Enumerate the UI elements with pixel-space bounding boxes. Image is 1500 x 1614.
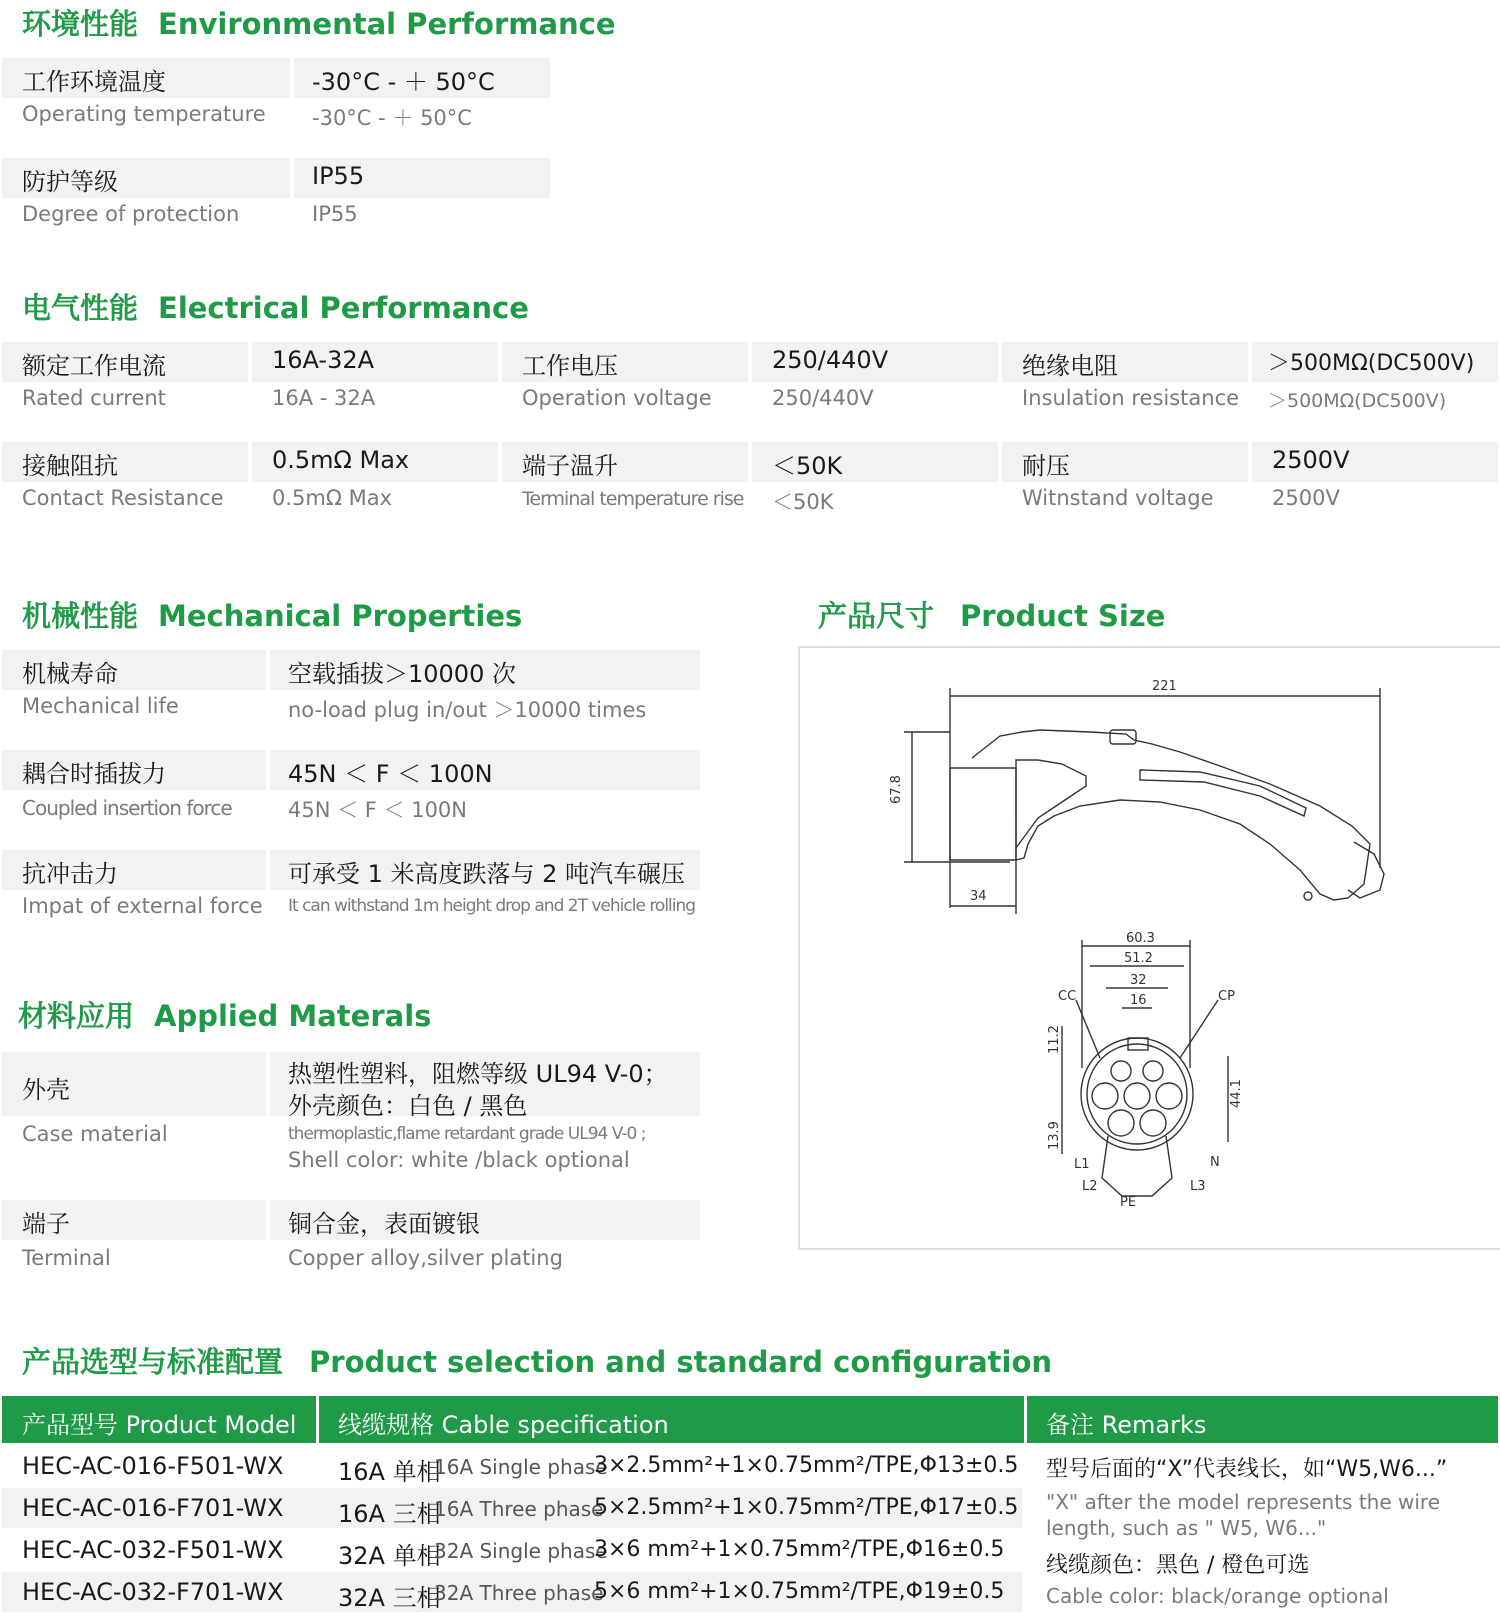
separator xyxy=(248,342,252,382)
col-remarks: 备注 Remarks xyxy=(1046,1411,1207,1439)
phase-en-cell: 16A Single phase xyxy=(434,1455,608,1479)
elec-value-en: ＜50K xyxy=(772,490,834,514)
connector-nose xyxy=(950,768,1016,860)
phase-zh-cell: 32A 单相 xyxy=(338,1542,441,1570)
pin-label-cc: CC xyxy=(1058,989,1077,1004)
sel-heading xyxy=(22,1340,1052,1381)
separator xyxy=(748,442,752,482)
pin-cc xyxy=(1111,1061,1131,1081)
pin-l2 xyxy=(1108,1110,1134,1136)
dim-w4-label: 16 xyxy=(1130,993,1147,1008)
elec-label-en: Terminal temperature rise xyxy=(522,488,744,510)
pin-l1 xyxy=(1092,1083,1118,1109)
socket-outer xyxy=(1081,1038,1193,1150)
phase-en-cell: 16A Three phase xyxy=(434,1497,604,1521)
mech-heading-en: Mechanical Properties xyxy=(158,599,523,633)
model-cell: HEC-AC-016-F501-WX xyxy=(22,1452,284,1480)
phase-en-cell: 32A Single phase xyxy=(434,1539,608,1563)
product-drawing xyxy=(798,646,1500,1250)
spec-cell: 5×2.5mm²+1×0.75mm²/TPE,Φ17±0.5 xyxy=(594,1495,1019,1520)
product-drawing-svg xyxy=(800,648,1500,1248)
table-row xyxy=(2,1572,1022,1612)
spec-cell: 3×2.5mm²+1×0.75mm²/TPE,Φ13±0.5 xyxy=(594,1453,1019,1478)
mech-value-en: 45N ＜ F ＜ 100N xyxy=(288,798,468,822)
separator xyxy=(248,442,252,482)
mech-label-zh: 抗冲击力 xyxy=(22,860,118,888)
mat-heading-zh: 材料应用 xyxy=(18,999,135,1033)
phase-en-cell: 32A Three phase xyxy=(434,1581,604,1605)
mech-label-en: Mechanical life xyxy=(22,694,179,718)
separator xyxy=(290,58,294,98)
elec-value-zh: 2500V xyxy=(1272,446,1350,474)
separator xyxy=(498,342,502,382)
remarks-en-1a: "X" after the model represents the wire xyxy=(1046,1490,1441,1514)
pin-label-pe: PE xyxy=(1120,1195,1137,1210)
spec-cell: 3×6 mm²+1×0.75mm²/TPE,Φ16±0.5 xyxy=(594,1537,1005,1562)
pin-label-cp: CP xyxy=(1218,989,1235,1004)
dim-v1-label: 11.2 xyxy=(1047,1025,1062,1054)
elec-label-zh: 端子温升 xyxy=(522,452,618,480)
elec-value-en: 0.5mΩ Max xyxy=(272,486,392,510)
mech-value-zh: 可承受 1 米高度跌落与 2 吨汽车碾压 xyxy=(288,860,686,888)
separator xyxy=(266,750,270,790)
sel-heading-zh: 产品选型与标准配置 xyxy=(22,1345,284,1379)
socket-inner xyxy=(1087,1044,1187,1144)
env-value-en: -30°C - ＋ 50°C xyxy=(312,106,472,130)
separator xyxy=(1248,442,1252,482)
env-label-zh: 防护等级 xyxy=(22,168,118,196)
pin-label-l1: L1 xyxy=(1074,1157,1090,1172)
pin-label-n: N xyxy=(1210,1155,1220,1170)
connector-grip-slot xyxy=(1140,770,1306,816)
elec-value-en: ＞500MΩ(DC500V) xyxy=(1268,390,1447,412)
mat-value-zh: 铜合金，表面镀银 xyxy=(288,1210,480,1238)
size-heading-en: Product Size xyxy=(960,599,1166,633)
dim-v3-label: 44.1 xyxy=(1229,1079,1244,1108)
phase-zh-cell: 16A 三相 xyxy=(338,1500,441,1528)
latch-ring xyxy=(1304,892,1312,900)
model-cell: HEC-AC-032-F701-WX xyxy=(22,1578,284,1606)
spec-cell: 5×6 mm²+1×0.75mm²/TPE,Φ19±0.5 xyxy=(594,1579,1005,1604)
separator xyxy=(266,1052,270,1116)
size-heading xyxy=(818,594,1165,635)
mat-label-zh: 端子 xyxy=(22,1210,70,1238)
release-button xyxy=(1110,730,1136,744)
table-row xyxy=(2,1530,1022,1570)
elec-label-en: Operation voltage xyxy=(522,386,712,410)
mat-value-en: Copper alloy,silver plating xyxy=(288,1246,563,1270)
separator xyxy=(266,650,270,690)
separator xyxy=(498,442,502,482)
elec-label-zh: 绝缘电阻 xyxy=(1022,352,1118,380)
mat-heading-en: Applied Materals xyxy=(154,999,432,1033)
pin-l3 xyxy=(1140,1110,1166,1136)
elec-value-zh: ＞500MΩ(DC500V) xyxy=(1268,351,1475,376)
elec-label-en: Contact Resistance xyxy=(22,486,224,510)
phase-zh-cell: 32A 三相 xyxy=(338,1584,441,1612)
phase-zh-cell: 16A 单相 xyxy=(338,1458,441,1486)
connector-handle xyxy=(972,730,1370,900)
mech-label-en: Coupled insertion force xyxy=(22,796,232,820)
mat-value-zh: 热塑性塑料，阻燃等级 UL94 V-0； xyxy=(288,1060,668,1088)
dim-length-label: 221 xyxy=(1152,679,1177,694)
separator xyxy=(290,158,294,198)
pin-pe xyxy=(1124,1083,1150,1109)
remarks-zh-1: 型号后面的“X”代表线长，如“W5,W6...” xyxy=(1046,1457,1448,1482)
elec-label-zh: 耐压 xyxy=(1022,452,1070,480)
elec-label-zh: 接触阻抗 xyxy=(22,452,118,480)
elec-value-en: 250/440V xyxy=(772,386,874,410)
mat-value-en: Shell color: white /black optional xyxy=(288,1148,630,1172)
mech-label-zh: 机械寿命 xyxy=(22,660,118,688)
elec-value-zh: 16A-32A xyxy=(272,346,375,374)
elec-value-zh: 0.5mΩ Max xyxy=(272,446,410,474)
separator xyxy=(1248,342,1252,382)
remarks-en-2: Cable color: black/orange optional xyxy=(1046,1584,1389,1608)
env-label-en: Operating temperature xyxy=(22,102,266,126)
mat-heading xyxy=(18,994,431,1035)
table-row xyxy=(2,1446,1022,1486)
sel-heading-en: Product selection and standard configuration xyxy=(309,1345,1053,1379)
size-heading-zh: 产品尺寸 xyxy=(818,599,935,633)
env-value-zh: -30°C - ＋ 50°C xyxy=(312,68,495,96)
env-heading xyxy=(22,2,616,43)
mat-label-zh: 外壳 xyxy=(22,1076,70,1104)
elec-heading-zh: 电气性能 xyxy=(22,291,139,325)
elec-label-en: Rated current xyxy=(22,386,166,410)
separator xyxy=(998,442,1002,482)
dim-v2-label: 13.9 xyxy=(1047,1121,1062,1150)
separator xyxy=(266,850,270,890)
col-cable: 线缆规格 Cable specification xyxy=(338,1411,669,1439)
separator xyxy=(998,342,1002,382)
model-cell: HEC-AC-032-F501-WX xyxy=(22,1536,284,1564)
mech-value-zh: 空载插拔＞10000 次 xyxy=(288,660,516,688)
pin-label-l2: L2 xyxy=(1082,1179,1098,1194)
model-cell: HEC-AC-016-F701-WX xyxy=(22,1494,284,1522)
elec-label-en: Insulation resistance xyxy=(1022,386,1240,410)
elec-heading xyxy=(22,286,529,327)
env-label-zh: 工作环境温度 xyxy=(22,68,166,96)
dim-height-label: 67.8 xyxy=(889,775,904,804)
elec-value-en: 16A - 32A xyxy=(272,386,376,410)
elec-heading-en: Electrical Performance xyxy=(158,291,529,325)
mat-value-en: thermoplastic,flame retardant grade UL94 V-0 ; xyxy=(288,1124,646,1144)
mat-label-en: Case material xyxy=(22,1122,168,1146)
env-value-en: IP55 xyxy=(312,202,358,226)
dim-w1-label: 60.3 xyxy=(1126,931,1155,946)
mech-value-en: It can withstand 1m height drop and 2T vehicle rolling xyxy=(288,896,696,916)
pin-n xyxy=(1156,1083,1182,1109)
mech-heading-zh: 机械性能 xyxy=(22,599,139,633)
env-heading-en: Environmental Performance xyxy=(158,7,616,41)
dim-w2-label: 51.2 xyxy=(1124,951,1153,966)
mat-label-en: Terminal xyxy=(22,1246,111,1270)
mech-label-zh: 耦合时插拔力 xyxy=(22,760,166,788)
table-row xyxy=(2,1488,1022,1528)
col-model: 产品型号 Product Model xyxy=(22,1411,297,1439)
mech-value-zh: 45N ＜ F ＜ 100N xyxy=(288,760,493,788)
elec-value-zh: ＜50K xyxy=(772,452,843,480)
elec-label-en: Witnstand voltage xyxy=(1022,486,1214,510)
separator xyxy=(266,1200,270,1240)
env-value-zh: IP55 xyxy=(312,162,365,190)
env-label-en: Degree of protection xyxy=(22,202,240,226)
elec-label-zh: 工作电压 xyxy=(522,352,618,380)
elec-label-zh: 额定工作电流 xyxy=(22,352,166,380)
mech-heading xyxy=(22,594,522,635)
mech-label-en: Impat of external force xyxy=(22,894,263,918)
dim-nose-label: 34 xyxy=(970,889,987,904)
pin-cp xyxy=(1143,1061,1163,1081)
remarks-en-1b: length, such as " W5, W6..." xyxy=(1046,1516,1327,1540)
dim-w3-label: 32 xyxy=(1130,973,1147,988)
separator xyxy=(748,342,752,382)
elec-value-zh: 250/440V xyxy=(772,346,889,374)
env-heading-zh: 环境性能 xyxy=(22,7,139,41)
header-divider xyxy=(316,1396,319,1443)
header-divider xyxy=(1024,1396,1027,1443)
connector-window xyxy=(1016,760,1086,848)
pin-label-l3: L3 xyxy=(1190,1179,1206,1194)
mat-value-zh: 外壳颜色：白色 / 黑色 xyxy=(288,1092,528,1120)
elec-value-en: 2500V xyxy=(1272,486,1340,510)
mech-value-en: no-load plug in/out ＞10000 times xyxy=(288,698,647,722)
selection-table-header xyxy=(2,1396,1498,1443)
remarks-zh-2: 线缆颜色：黑色 / 橙色可选 xyxy=(1046,1553,1310,1578)
